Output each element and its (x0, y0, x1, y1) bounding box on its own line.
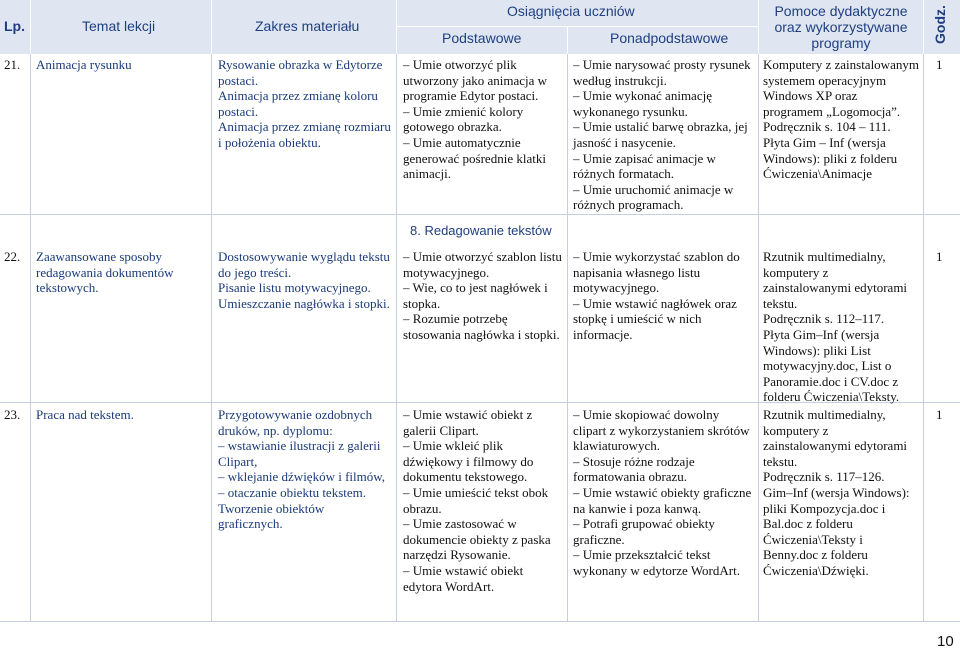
row22-lp: 22. (4, 249, 21, 264)
row22-godz: 1 (936, 249, 943, 264)
row21-podstawowe: – Umie otworzyć plik utworzony jako animacja w programie Edytor postaci. – Umie zmienić kolory gotowego obrazka. – Umie automatycznie generować pośrednie klatki animacji. (403, 57, 548, 182)
col-line (396, 54, 397, 622)
row21-godz: 1 (936, 57, 943, 72)
header-temat: Temat lekcji (82, 18, 156, 34)
col-line (923, 54, 924, 622)
row22-temat: Zaawansowane sposoby redagowania dokumentów tekstowych. (36, 249, 174, 296)
section-label: 8. Redagowanie tekstów (410, 223, 552, 238)
header-zakres: Zakres materiału (255, 18, 360, 34)
row23-pomoce: Rzutnik multimedialny, komputery z zainstalowanymi edytorami tekstu. Podręcznik s. 117–126. Gim–Inf (wersja Windows): pliki Kompozycja.doc i Bal.doc z folderu Ćwiczenia\Teksty i Benny.doc z folderu Ćwiczenia\Dźwięki. (763, 407, 910, 578)
row23-zakres: Przygotowywanie ozdobnych druków, np. dyplomu: – wstawianie ilustracji z galerii Clipart, – wklejanie dźwięków i filmów, – otaczanie obiektu tekstem. Tworzenie obiektów graficznych. (218, 407, 386, 532)
col-line (567, 54, 568, 622)
header-podstawowe: Podstawowe (442, 30, 522, 46)
row23-ponad: – Umie skopiować dowolny clipart z wykorzystaniem skrótów klawiaturowych. – Stosuje różne rodzaje formatowania obrazu. – Umie wstawić obiekty graficzne na kanwie i poza kanwą. – Potrafi grupować obiekty graficzne. – Umie przekształcić tekst wykonany w edytorze WordArt. (573, 407, 752, 578)
col-line (758, 54, 759, 622)
row23-podstawowe: – Umie wstawić obiekt z galerii Clipart. – Umie wkleić plik dźwiękowy i filmowy do dokumentu tekstowego. – Umie umieścić tekst obok obrazu. – Umie zastosować w dokumencie obiekty z paska narzędzi Rysowanie. – Umie wstawić obiekt edytora WordArt. (403, 407, 551, 594)
col-line (211, 54, 212, 622)
row23-temat: Praca nad tekstem. (36, 407, 134, 422)
header-pomoce: Pomoce dydaktyczne oraz wykorzystywane programy (774, 3, 908, 51)
row-line (0, 621, 960, 622)
row21-ponad: – Umie narysować prosty rysunek według instrukcji. – Umie wykonać animację wykonanego rysunku. – Umie ustalić barwę obrazka, jej jasność i nasycenie. – Umie zapisać animacje w różnych formatach. – Umie uruchomić animacje w różnych programach. (573, 57, 751, 213)
row21-lp: 21. (4, 57, 21, 72)
row22-podstawowe: – Umie otworzyć szablon listu motywacyjnego. – Wie, co to jest nagłówek i stopka. – Rozumie potrzebę stosowania nagłówka i stopki. (403, 249, 562, 342)
row-line (0, 214, 960, 215)
header-godz: Godz. (932, 5, 948, 44)
row23-godz: 1 (936, 407, 943, 422)
page-number: 10 (937, 633, 954, 650)
header-osiagniecia: Osiągnięcia uczniów (507, 3, 635, 19)
row23-lp: 23. (4, 407, 21, 422)
header-ponadpodstawowe: Ponadpodstawowe (610, 30, 729, 46)
row22-ponad: – Umie wykorzystać szablon do napisania własnego listu motywacyjnego. – Umie wstawić nagłówek oraz stopkę i umieścić w nich informacje. (573, 249, 740, 342)
row21-temat: Animacja rysunku (36, 57, 132, 72)
row21-pomoce: Komputery z zainstalowanym systemem operacyjnym Windows XP oraz programem „Logomocja”. Podręcznik s. 104 – 111. Płyta Gim – Inf (wersja Windows): pliki z folderu Ćwiczenia\Animacje (763, 57, 919, 182)
row21-zakres: Rysowanie obrazka w Edytorze postaci. Animacja przez zmianę koloru postaci. Animacja przez zmianę rozmiaru i położenia obiektu. (218, 57, 391, 150)
row22-pomoce: Rzutnik multimedialny, komputery z zainstalowanymi edytorami tekstu. Podręcznik s. 112–117. Płyta Gim–Inf (wersja Windows): pliki List motywacyjny.doc, List o Panoramie.doc i CV.doc z folderu Ćwiczenia\Teksty. (763, 249, 908, 405)
row22-zakres: Dostosowywanie wyglądu tekstu do jego treści. Pisanie listu motywacyjnego. Umieszczanie nagłówka i stopki. (218, 249, 390, 311)
col-line (30, 54, 31, 622)
header-lp: Lp. (4, 18, 25, 34)
